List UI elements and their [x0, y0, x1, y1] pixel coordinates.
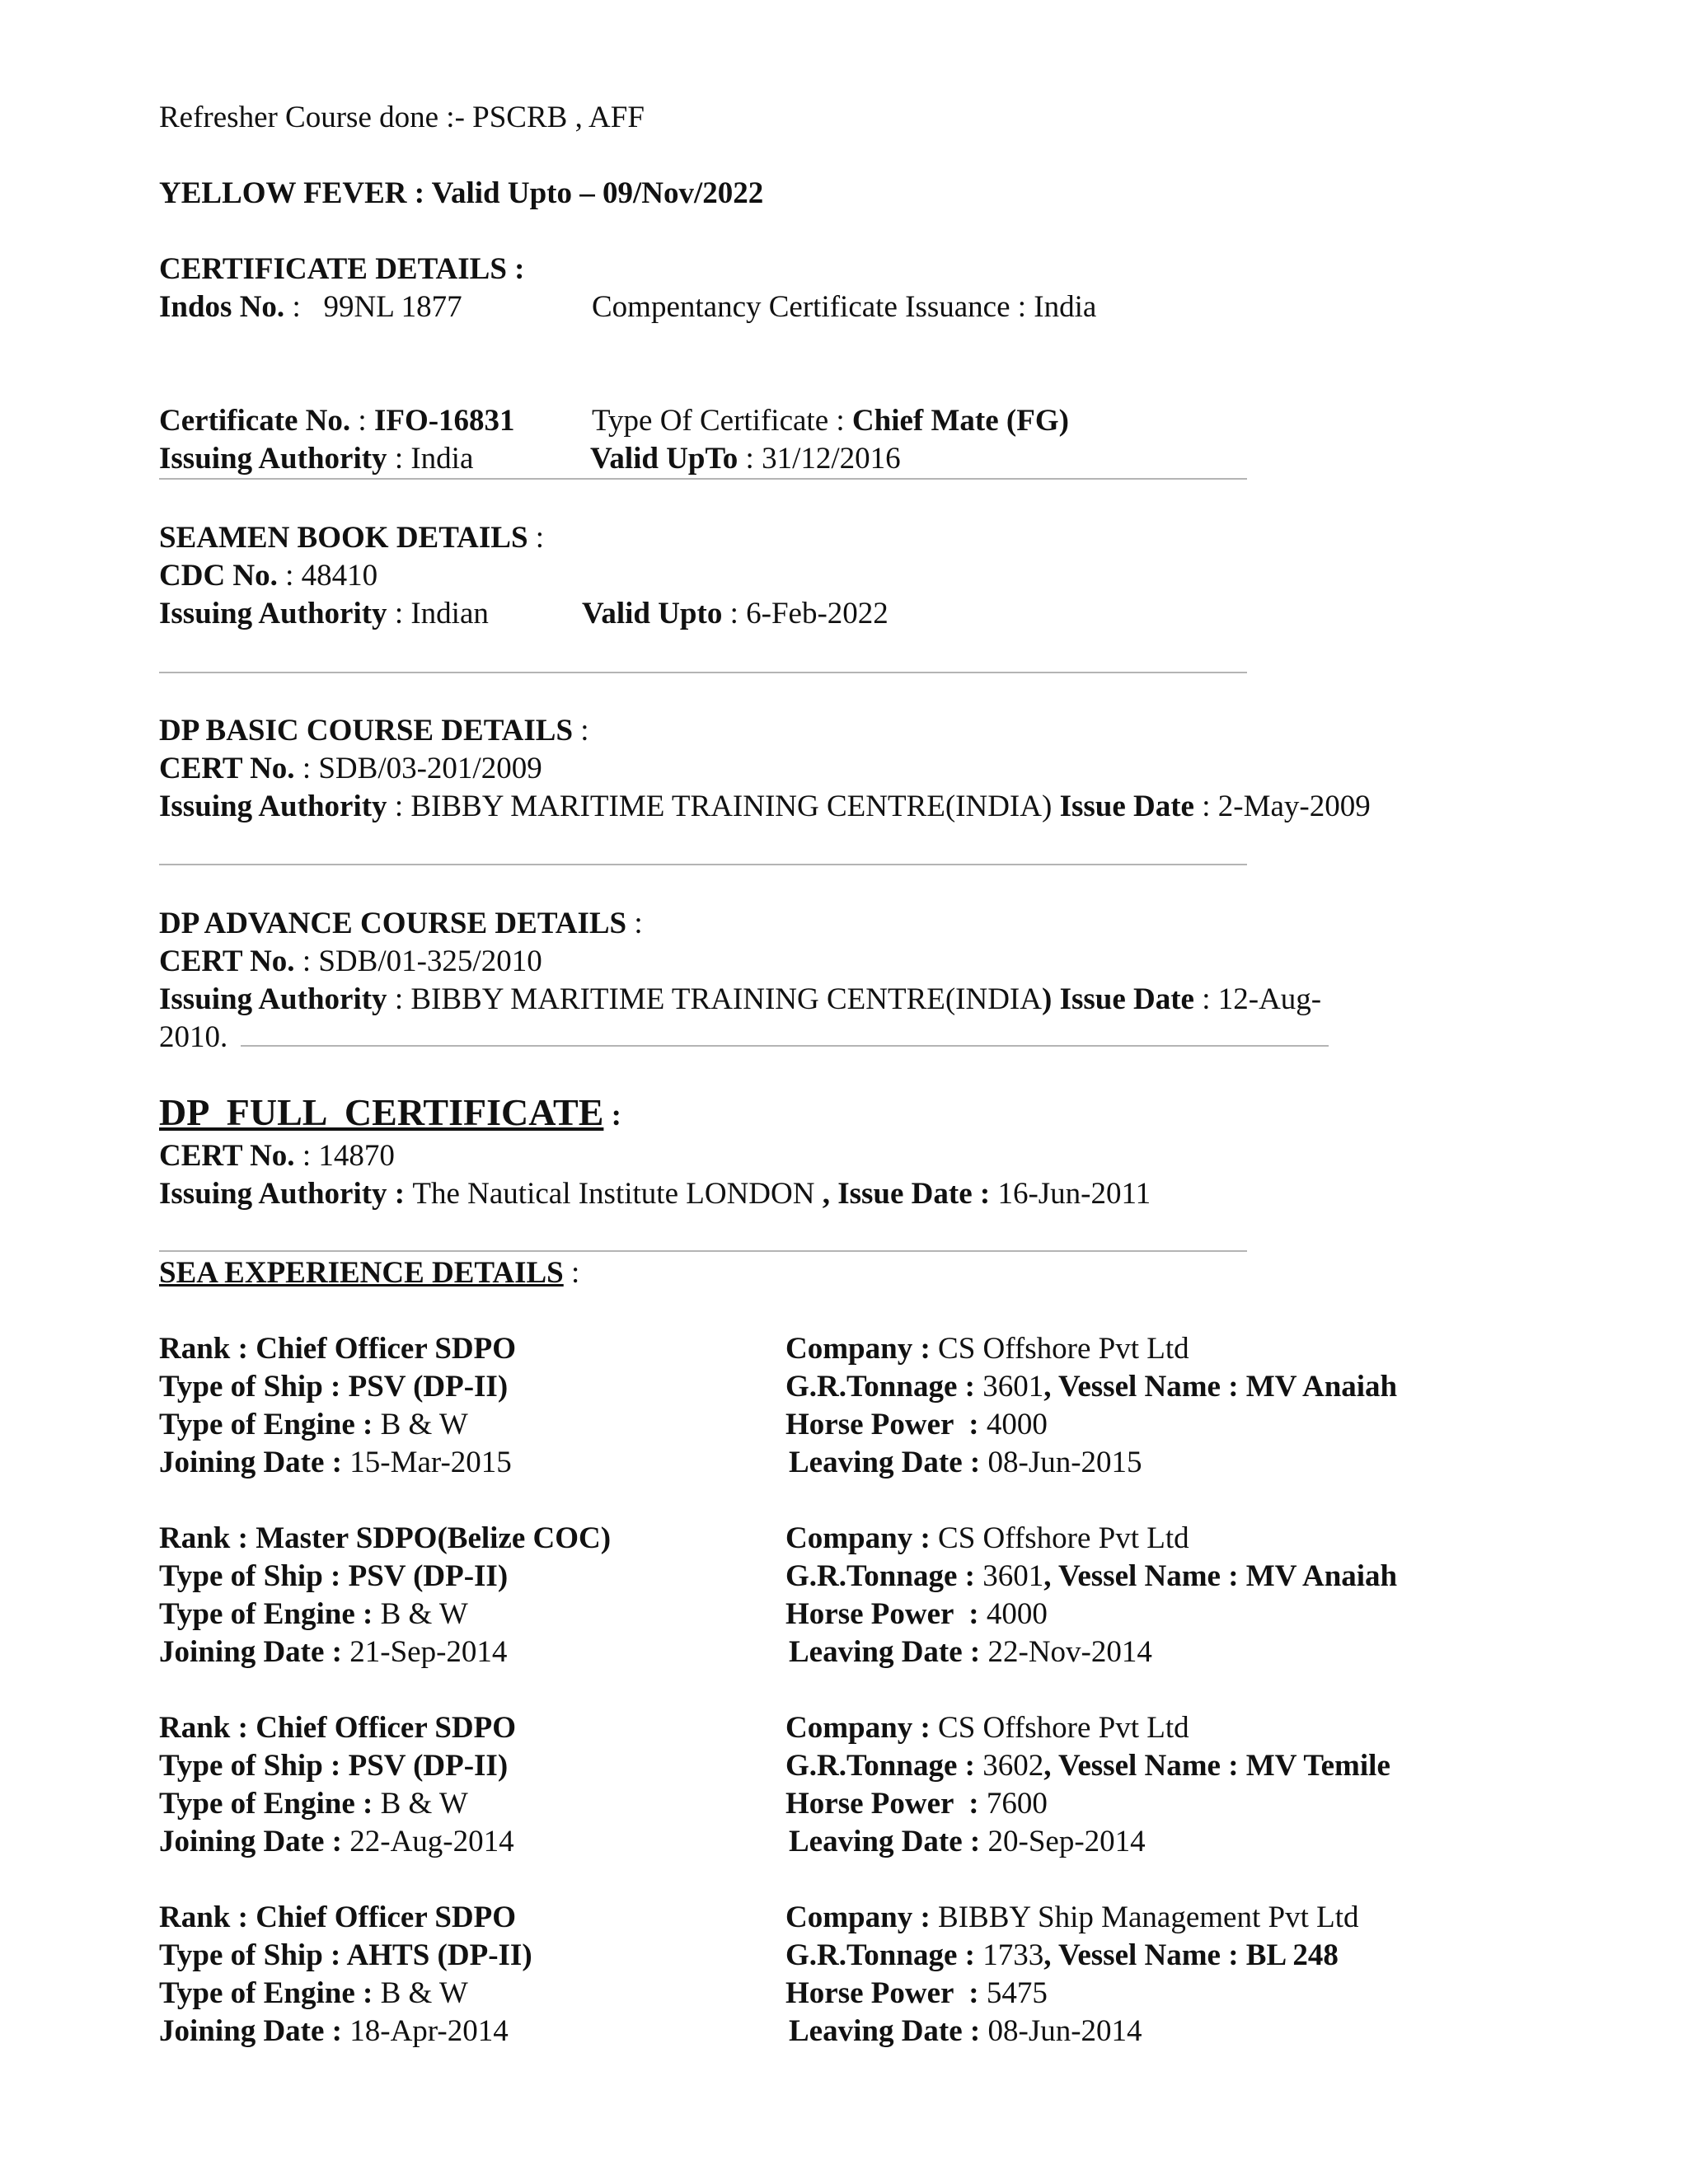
- certificate-details-heading: CERTIFICATE DETAILS :: [159, 252, 525, 286]
- entry-tonnage-label: G.R.Tonnage :: [785, 1749, 983, 1783]
- certificate-valid-label: Valid UpTo: [590, 442, 738, 476]
- entry-engine: [159, 1596, 468, 1633]
- entry-leaving-label: Leaving Date :: [789, 2014, 988, 2048]
- entry-horse-power: [785, 1406, 1048, 1444]
- dp-advance-cert-line: [159, 943, 542, 981]
- seamen-book-heading-text: SEAMEN BOOK DETAILS: [159, 521, 528, 555]
- entry-tonnage-value: 3602: [982, 1749, 1044, 1783]
- dp-basic-heading-text: DP BASIC COURSE DETAILS: [159, 714, 574, 748]
- dp-basic-issuing-line: [159, 788, 1371, 826]
- entry-tonnage-value: 1733: [982, 1938, 1044, 1972]
- divider: [159, 672, 1247, 673]
- yellow-fever-line: YELLOW FEVER : Valid Upto – 09/Nov/2022: [159, 176, 764, 210]
- entry-horse-power-value: 5475: [986, 1976, 1048, 2010]
- entry-joining-value: 21-Sep-2014: [349, 1635, 508, 1669]
- entry-joining-label: Joining Date :: [159, 1825, 350, 1858]
- entry-vessel-name: , Vessel Name : BL 248: [1043, 1938, 1339, 1972]
- entry-company-label: Company :: [785, 1900, 939, 1934]
- entry-horse-power-value: 4000: [986, 1408, 1048, 1441]
- dp-advance-date-label: Issue Date: [1059, 982, 1194, 1016]
- certificate-no-label: Certificate No.: [159, 404, 351, 438]
- divider: [241, 1045, 1329, 1047]
- sea-experience-heading-colon: :: [563, 1256, 580, 1290]
- entry-company-label: Company :: [785, 1332, 939, 1366]
- entry-leaving: [789, 2013, 1142, 2050]
- certificate-issuing-line: [159, 440, 473, 478]
- seamen-valid-label: Valid Upto: [582, 597, 723, 630]
- dp-advance-issuing-value: : BIBBY MARITIME TRAINING CENTRE(INDIA: [387, 982, 1042, 1016]
- entry-horse-power-label: Horse Power :: [785, 1976, 987, 2010]
- entry-leaving-value: 22-Nov-2014: [987, 1635, 1152, 1669]
- indos-value: : 99NL 1877: [284, 290, 462, 324]
- entry-joining-label: Joining Date :: [159, 1635, 350, 1669]
- entry-joining-value: 18-Apr-2014: [349, 2014, 509, 2048]
- entry-horse-power-label: Horse Power :: [785, 1597, 987, 1631]
- seamen-issuing-line: [159, 595, 489, 633]
- certificate-no-line: [159, 402, 515, 440]
- dp-basic-date-value: : 2-May-2009: [1193, 790, 1371, 823]
- entry-tonnage-value: 3601: [982, 1370, 1044, 1404]
- entry-company-label: Company :: [785, 1711, 939, 1745]
- dp-basic-heading: [159, 712, 589, 750]
- dp-advance-cert-value: : SDB/01-325/2010: [294, 944, 542, 978]
- dp-advance-date-continuation: 2010.: [159, 1020, 228, 1054]
- entry-company: [785, 1709, 1189, 1747]
- entry-company-value: CS Offshore Pvt Ltd: [938, 1521, 1189, 1555]
- entry-joining: [159, 2013, 509, 2050]
- dp-basic-cert-label: CERT No.: [159, 752, 295, 785]
- entry-tonnage: [785, 1937, 1339, 1975]
- entry-horse-power: [785, 1975, 1048, 2013]
- certificate-issuing-label: Issuing Authority: [159, 442, 387, 476]
- entry-leaving-value: 08-Jun-2015: [987, 1446, 1142, 1479]
- dp-basic-issuing-label: Issuing Authority: [159, 790, 387, 823]
- entry-horse-power-value: 4000: [986, 1597, 1048, 1631]
- entry-ship-type: Type of Ship : AHTS (DP-II): [159, 1938, 532, 1972]
- entry-vessel-name: , Vessel Name : MV Temile: [1043, 1749, 1390, 1783]
- entry-tonnage-label: G.R.Tonnage :: [785, 1938, 983, 1972]
- dp-advance-date-value: : 12-Aug-: [1193, 982, 1322, 1016]
- entry-leaving: [789, 1633, 1152, 1671]
- entry-joining: [159, 1444, 512, 1482]
- dp-full-cert-value: : 14870: [294, 1139, 395, 1173]
- dp-basic-date-label: Issue Date: [1059, 790, 1194, 823]
- entry-horse-power-label: Horse Power :: [785, 1787, 987, 1821]
- certificate-issuing-value: : India: [387, 442, 474, 476]
- entry-engine-value: B & W: [380, 1408, 468, 1441]
- entry-engine-value: B & W: [380, 1787, 468, 1821]
- sea-experience-heading: [159, 1254, 579, 1292]
- dp-basic-cert-value: : SDB/03-201/2009: [294, 752, 542, 785]
- dp-full-issuing-value: The Nautical Institute LONDON: [412, 1177, 823, 1211]
- indos-label: Indos No.: [159, 290, 285, 324]
- entry-ship-type: Type of Ship : PSV (DP-II): [159, 1749, 509, 1783]
- seamen-book-heading: [159, 519, 544, 557]
- entry-tonnage-label: G.R.Tonnage :: [785, 1370, 983, 1404]
- dp-full-heading: [159, 1091, 621, 1137]
- dp-full-issuing-label: Issuing Authority :: [159, 1177, 413, 1211]
- certificate-type: [592, 402, 1069, 440]
- dp-full-date-value: 16-Jun-2011: [997, 1177, 1151, 1211]
- entry-engine-label: Type of Engine :: [159, 1787, 381, 1821]
- entry-leaving-label: Leaving Date :: [789, 1635, 988, 1669]
- dp-full-heading-colon: :: [603, 1099, 621, 1132]
- entry-ship-type: Type of Ship : PSV (DP-II): [159, 1559, 509, 1593]
- entry-horse-power-value: 7600: [986, 1787, 1048, 1821]
- dp-advance-heading-colon: :: [626, 907, 643, 940]
- dp-advance-heading-text: DP ADVANCE COURSE DETAILS: [159, 907, 627, 940]
- certificate-no-value: IFO-16831: [373, 404, 515, 438]
- divider: [159, 478, 1247, 480]
- entry-rank: Rank : Chief Officer SDPO: [159, 1332, 516, 1366]
- certificate-valid-value: : 31/12/2016: [738, 442, 901, 476]
- dp-basic-issuing-value: : BIBBY MARITIME TRAINING CENTRE(INDIA): [387, 790, 1060, 823]
- entry-rank: Rank : Chief Officer SDPO: [159, 1900, 516, 1934]
- cdc-value: : 48410: [277, 559, 378, 593]
- certificate-type-label: Type Of Certificate :: [592, 404, 852, 438]
- entry-leaving: [789, 1444, 1142, 1482]
- dp-full-cert-label: CERT No.: [159, 1139, 295, 1173]
- entry-company: [785, 1330, 1189, 1368]
- entry-engine-label: Type of Engine :: [159, 1976, 381, 2010]
- cdc-line: [159, 557, 377, 595]
- entry-leaving-value: 20-Sep-2014: [987, 1825, 1146, 1858]
- dp-basic-cert-line: [159, 750, 542, 788]
- entry-tonnage-value: 3601: [982, 1559, 1044, 1593]
- entry-engine-label: Type of Engine :: [159, 1408, 381, 1441]
- dp-full-heading-text: DP FULL CERTIFICATE: [159, 1091, 604, 1133]
- dp-advance-heading: [159, 905, 643, 943]
- entry-company-value: CS Offshore Pvt Ltd: [938, 1332, 1189, 1366]
- entry-joining: [159, 1633, 507, 1671]
- entry-rank: Rank : Chief Officer SDPO: [159, 1711, 516, 1745]
- entry-vessel-name: , Vessel Name : MV Anaiah: [1043, 1370, 1398, 1404]
- dp-advance-cert-label: CERT No.: [159, 944, 295, 978]
- refresher-line: Refresher Course done :- PSCRB , AFF: [159, 101, 645, 134]
- entry-joining-value: 15-Mar-2015: [349, 1446, 512, 1479]
- dp-advance-issuing-line: [159, 981, 1321, 1019]
- certificate-no-sep: :: [350, 404, 374, 438]
- entry-company-label: Company :: [785, 1521, 939, 1555]
- seamen-book-heading-colon: :: [528, 521, 545, 555]
- competency-issuance: Compentancy Certificate Issuance : India: [592, 290, 1097, 324]
- entry-tonnage-label: G.R.Tonnage :: [785, 1559, 983, 1593]
- divider: [159, 864, 1247, 865]
- entry-tonnage: [785, 1368, 1397, 1406]
- entry-joining-value: 22-Aug-2014: [349, 1825, 514, 1858]
- seamen-issuing-value: : Indian: [387, 597, 489, 630]
- entry-joining-label: Joining Date :: [159, 1446, 350, 1479]
- entry-vessel-name: , Vessel Name : MV Anaiah: [1043, 1559, 1398, 1593]
- entry-company: [785, 1520, 1189, 1558]
- cdc-label: CDC No.: [159, 559, 278, 593]
- entry-leaving-label: Leaving Date :: [789, 1825, 988, 1858]
- dp-basic-heading-colon: :: [573, 714, 589, 748]
- entry-engine-value: B & W: [380, 1597, 468, 1631]
- seamen-valid: [582, 595, 889, 633]
- dp-advance-issuing-paren: ): [1041, 982, 1060, 1016]
- entry-rank: Rank : Master SDPO(Belize COC): [159, 1521, 612, 1555]
- certificate-type-value: Chief Mate (FG): [851, 404, 1069, 438]
- indos-line: [159, 288, 462, 326]
- entry-engine-label: Type of Engine :: [159, 1597, 381, 1631]
- entry-leaving: [789, 1823, 1146, 1861]
- entry-horse-power: [785, 1785, 1048, 1823]
- seamen-valid-value: : 6-Feb-2022: [722, 597, 889, 630]
- certificate-valid: [590, 440, 901, 478]
- entry-joining-label: Joining Date :: [159, 2014, 350, 2048]
- dp-full-date-label: , Issue Date :: [822, 1177, 998, 1211]
- dp-advance-issuing-label: Issuing Authority: [159, 982, 387, 1016]
- entry-ship-type: Type of Ship : PSV (DP-II): [159, 1370, 509, 1404]
- entry-engine: [159, 1785, 468, 1823]
- dp-full-cert-line: [159, 1137, 395, 1175]
- entry-leaving-value: 08-Jun-2014: [987, 2014, 1142, 2048]
- entry-company-value: BIBBY Ship Management Pvt Ltd: [938, 1900, 1359, 1934]
- dp-full-issuing-line: [159, 1175, 1151, 1213]
- entry-engine: [159, 1975, 468, 2013]
- entry-company-value: CS Offshore Pvt Ltd: [938, 1711, 1189, 1745]
- entry-horse-power-label: Horse Power :: [785, 1408, 987, 1441]
- sea-experience-heading-text: SEA EXPERIENCE DETAILS: [159, 1256, 564, 1290]
- seamen-issuing-label: Issuing Authority: [159, 597, 387, 630]
- entry-company: [785, 1899, 1358, 1937]
- entry-engine: [159, 1406, 468, 1444]
- entry-tonnage: [785, 1747, 1390, 1785]
- entry-leaving-label: Leaving Date :: [789, 1446, 988, 1479]
- divider: [159, 1250, 1247, 1252]
- entry-engine-value: B & W: [380, 1976, 468, 2010]
- entry-tonnage: [785, 1558, 1397, 1596]
- entry-horse-power: [785, 1596, 1048, 1633]
- entry-joining: [159, 1823, 514, 1861]
